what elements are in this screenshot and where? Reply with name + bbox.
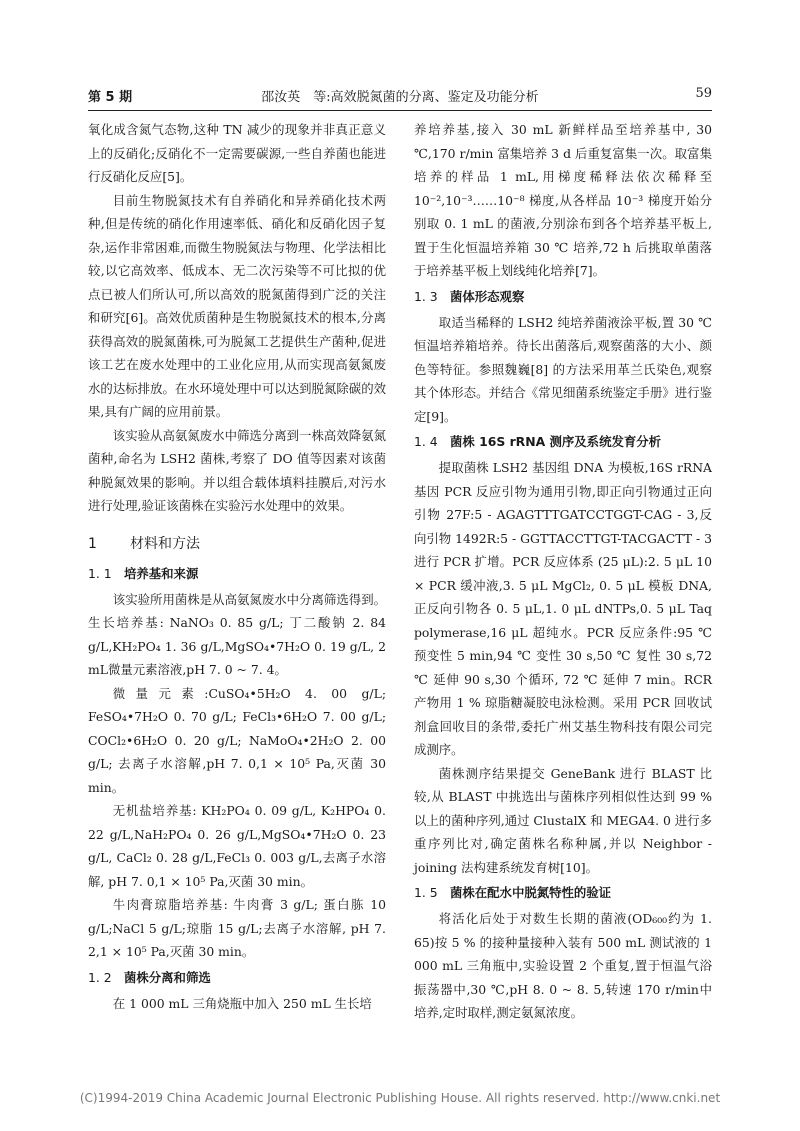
paragraph: 在 1 000 mL 三角烧瓶中加入 250 mL 生长培 bbox=[112, 995, 372, 1011]
subsection-title: 培养基和来源 bbox=[124, 565, 199, 581]
subsection-title: 菌株在配水中脱氮特性的验证 bbox=[450, 885, 612, 900]
copyright-footer: (C)1994-2019 China Academic Journal Electronic Publishing House. All rights reserved. http://www.cnki.net bbox=[79, 1091, 721, 1105]
subsection-number: 1. 2 bbox=[88, 969, 112, 985]
paragraph: 提取菌株 LSH2 基因组 DNA 为模板,16S rRNA 基因 PCR 反应引物为通用引物,即正向引物通过正向引物 27F:5 - AGAGTTTGATCCTGGT-CAG - 3,反向引物 1492R:5 - GGTTACCTTGT-TACGACTT - 3 进行 PCR 扩增。PCR 反应体系 (25 μL):2. 5 μL 10 × PCR 缓冲液,3. 5 μL MgCl₂, 0. 5 μL 模板 DNA,正反向引物各 0. 5 μL,1. 0 μL dNTPs,0. 5 μL Taq polymerase,16 μL 超纯水。PCR 反应条件:95 ℃ 预变性 5 min,94 ℃ 变性 30 s,50 ℃ 复性 30 s,72 ℃ 延伸 90 s,30 个循环, 72 ℃ 延伸 7 min。RCR 产物用 1 % 琼脂糖凝胶电泳检测。采用 PCR 回收试剂盒回收目的条带,委托广州艾基生物科技有限公司完成测序。 bbox=[414, 460, 712, 757]
section-heading bbox=[88, 532, 386, 556]
paragraph: 目前生物脱氮技术有自养硝化和异养硝化技术两种,但是传统的硝化作用速率低、硝化和反硝化因子复杂,运作非常困难,而微生物脱氮法与物理、化学法相比较,以它高效率、低成本、无二次污染等不可比拟的优点已被人们所认可,所以高效的脱氮菌得到广泛的关注和研究[6]。高效优质菌种是生物脱氮技术的根本,分离获得高效的脱氮菌株,可为脱氮工艺提供生产菌种,促进该工艺在废水处理中的工业化应用,从而实现高氨氮废水的达标排放。在水环境处理中可以达到脱氮除碳的效果,具有广阔的应用前景。 bbox=[88, 192, 386, 419]
header-rule bbox=[88, 110, 712, 111]
subsection-number: 1. 4 bbox=[414, 434, 438, 449]
subsection-title: 菌体形态观察 bbox=[450, 288, 525, 304]
subsection-heading bbox=[88, 562, 386, 586]
section-number: 1 bbox=[88, 535, 97, 552]
subsection-heading bbox=[414, 285, 712, 309]
paragraph: 无机盐培养基: KH₂PO₄ 0. 09 g/L, K₂HPO₄ 0. 22 g/L,NaH₂PO₄ 0. 26 g/L,MgSO₄•7H₂O 0. 23 g/L, CaCl₂ 0. 28 g/L,FeCl₃ 0. 003 g/L,去离子水溶解, pH 7. 0,1 × 10⁵ Pa,灭菌 30 min。 bbox=[88, 803, 386, 889]
paragraph: 该实验所用菌株是从高氨氮废水中分离筛选得到。生长培养基: NaNO₃ 0. 85 g/L; 丁二酸钠 2. 84 g/L,KH₂PO₄ 1. 36 g/L,MgSO₄•7H₂O 0. 19 g/L, 2 mL微量元素溶液,pH 7. 0 ~ 7. 4。 bbox=[88, 591, 386, 677]
paragraph: 该实验从高氨氮废水中筛选分离到一株高效降氨氮菌种,命名为 LSH2 菌株,考察了 DO 值等因素对该菌种脱氮效果的影响。并以组合载体填料挂膜后,对污水进行处理,验证该菌株在实验污水处理中的效果。 bbox=[88, 427, 386, 513]
issue-number: 第 5 期 bbox=[88, 90, 133, 105]
subsection-heading bbox=[414, 430, 712, 454]
subsection-heading bbox=[414, 881, 712, 905]
paragraph: 微量元素:CuSO₄•5H₂O 4. 00 g/L; FeSO₄•7H₂O 0. 70 g/L; FeCl₃•6H₂O 7. 00 g/L; COCl₂•6H₂O 0. 20 g/L; NaMoO₄•2H₂O 2. 00 g/L; 去离子水溶解,pH 7. 0,1 × 10⁵ Pa,灭菌 30 min。 bbox=[88, 685, 386, 795]
subsection-number: 1. 1 bbox=[88, 565, 112, 581]
paragraph: 取适当稀释的 LSH2 纯培养菌液涂平板,置 30 ℃恒温培养箱培养。待长出菌落后,观察菌落的大小、颜色等特征。参照魏巍[8] 的方法采用革兰氏染色,观察其个体形态。并结合《常见细菌系统鉴定手册》进行鉴定[9]。 bbox=[414, 314, 712, 424]
subsection-title: 菌株分离和筛选 bbox=[124, 969, 211, 985]
subsection-title: 菌株 16S rRNA 测序及系统发育分析 bbox=[450, 434, 662, 449]
subsection-number: 1. 3 bbox=[414, 288, 438, 304]
paragraph: 牛肉膏琼脂培养基: 牛肉膏 3 g/L; 蛋白胨 10 g/L;NaCl 5 g/L;琼脂 15 g/L;去离子水溶解, pH 7. 2,1 × 10⁵ Pa,灭菌 30 min。 bbox=[88, 897, 386, 959]
paragraph: 养培养基,接入 30 mL 新鲜样品至培养基中, 30 ℃,170 r/min 富集培养 3 d 后重复富集一次。取富集培养的样品 1 mL,用梯度稀释法依次稀释至 10⁻²,10⁻³……10⁻⁸ 梯度,从各样品 10⁻³ 梯度开始分别取 0. 1 mL 的菌液,分别涂布到各个培养基平板上,置于生化恒温培养箱 30 ℃ 培养,72 h 后挑取单菌落于培养基平板上划线纯化培养[7]。 bbox=[414, 122, 712, 278]
left-column bbox=[88, 118, 386, 1015]
right-column bbox=[414, 118, 712, 1025]
paragraph: 将活化后处于对数生长期的菌液(OD₆₀₀约为 1. 65)按 5 % 的接种量接种入装有 500 mL 测试液的 1 000 mL 三角瓶中,实验设置 2 个重复,置于恒温气浴振荡器中,30 ℃,pH 8. 0 ~ 8. 5,转速 170 r/min中培养,定时取样,测定氨氮浓度。 bbox=[414, 911, 712, 1020]
paragraph: 氧化成含氮气态物,这种 TN 减少的现象并非真正意义上的反硝化;反硝化不一定需要碳源,一些自养菌也能进行反硝化反应[5]。 bbox=[88, 122, 386, 184]
section-title: 材料和方法 bbox=[130, 535, 200, 552]
page-header bbox=[88, 86, 712, 108]
page-number: 59 bbox=[695, 86, 712, 101]
paragraph: 菌株测序结果提交 GeneBank 进行 BLAST 比较,从 BLAST 中挑选出与菌株序列相似性达到 99 % 以上的菌种序列,通过 ClustalX 和 MEGA4. 0 进行多重序列比对,确定菌株名称种属,并以 Neighbor - joining 法构建系统发育树[10]。 bbox=[414, 765, 712, 875]
subsection-number: 1. 5 bbox=[414, 885, 438, 900]
running-title: 邵汝英 等:高效脱氮菌的分离、鉴定及功能分析 bbox=[261, 90, 539, 105]
subsection-heading bbox=[88, 966, 386, 990]
